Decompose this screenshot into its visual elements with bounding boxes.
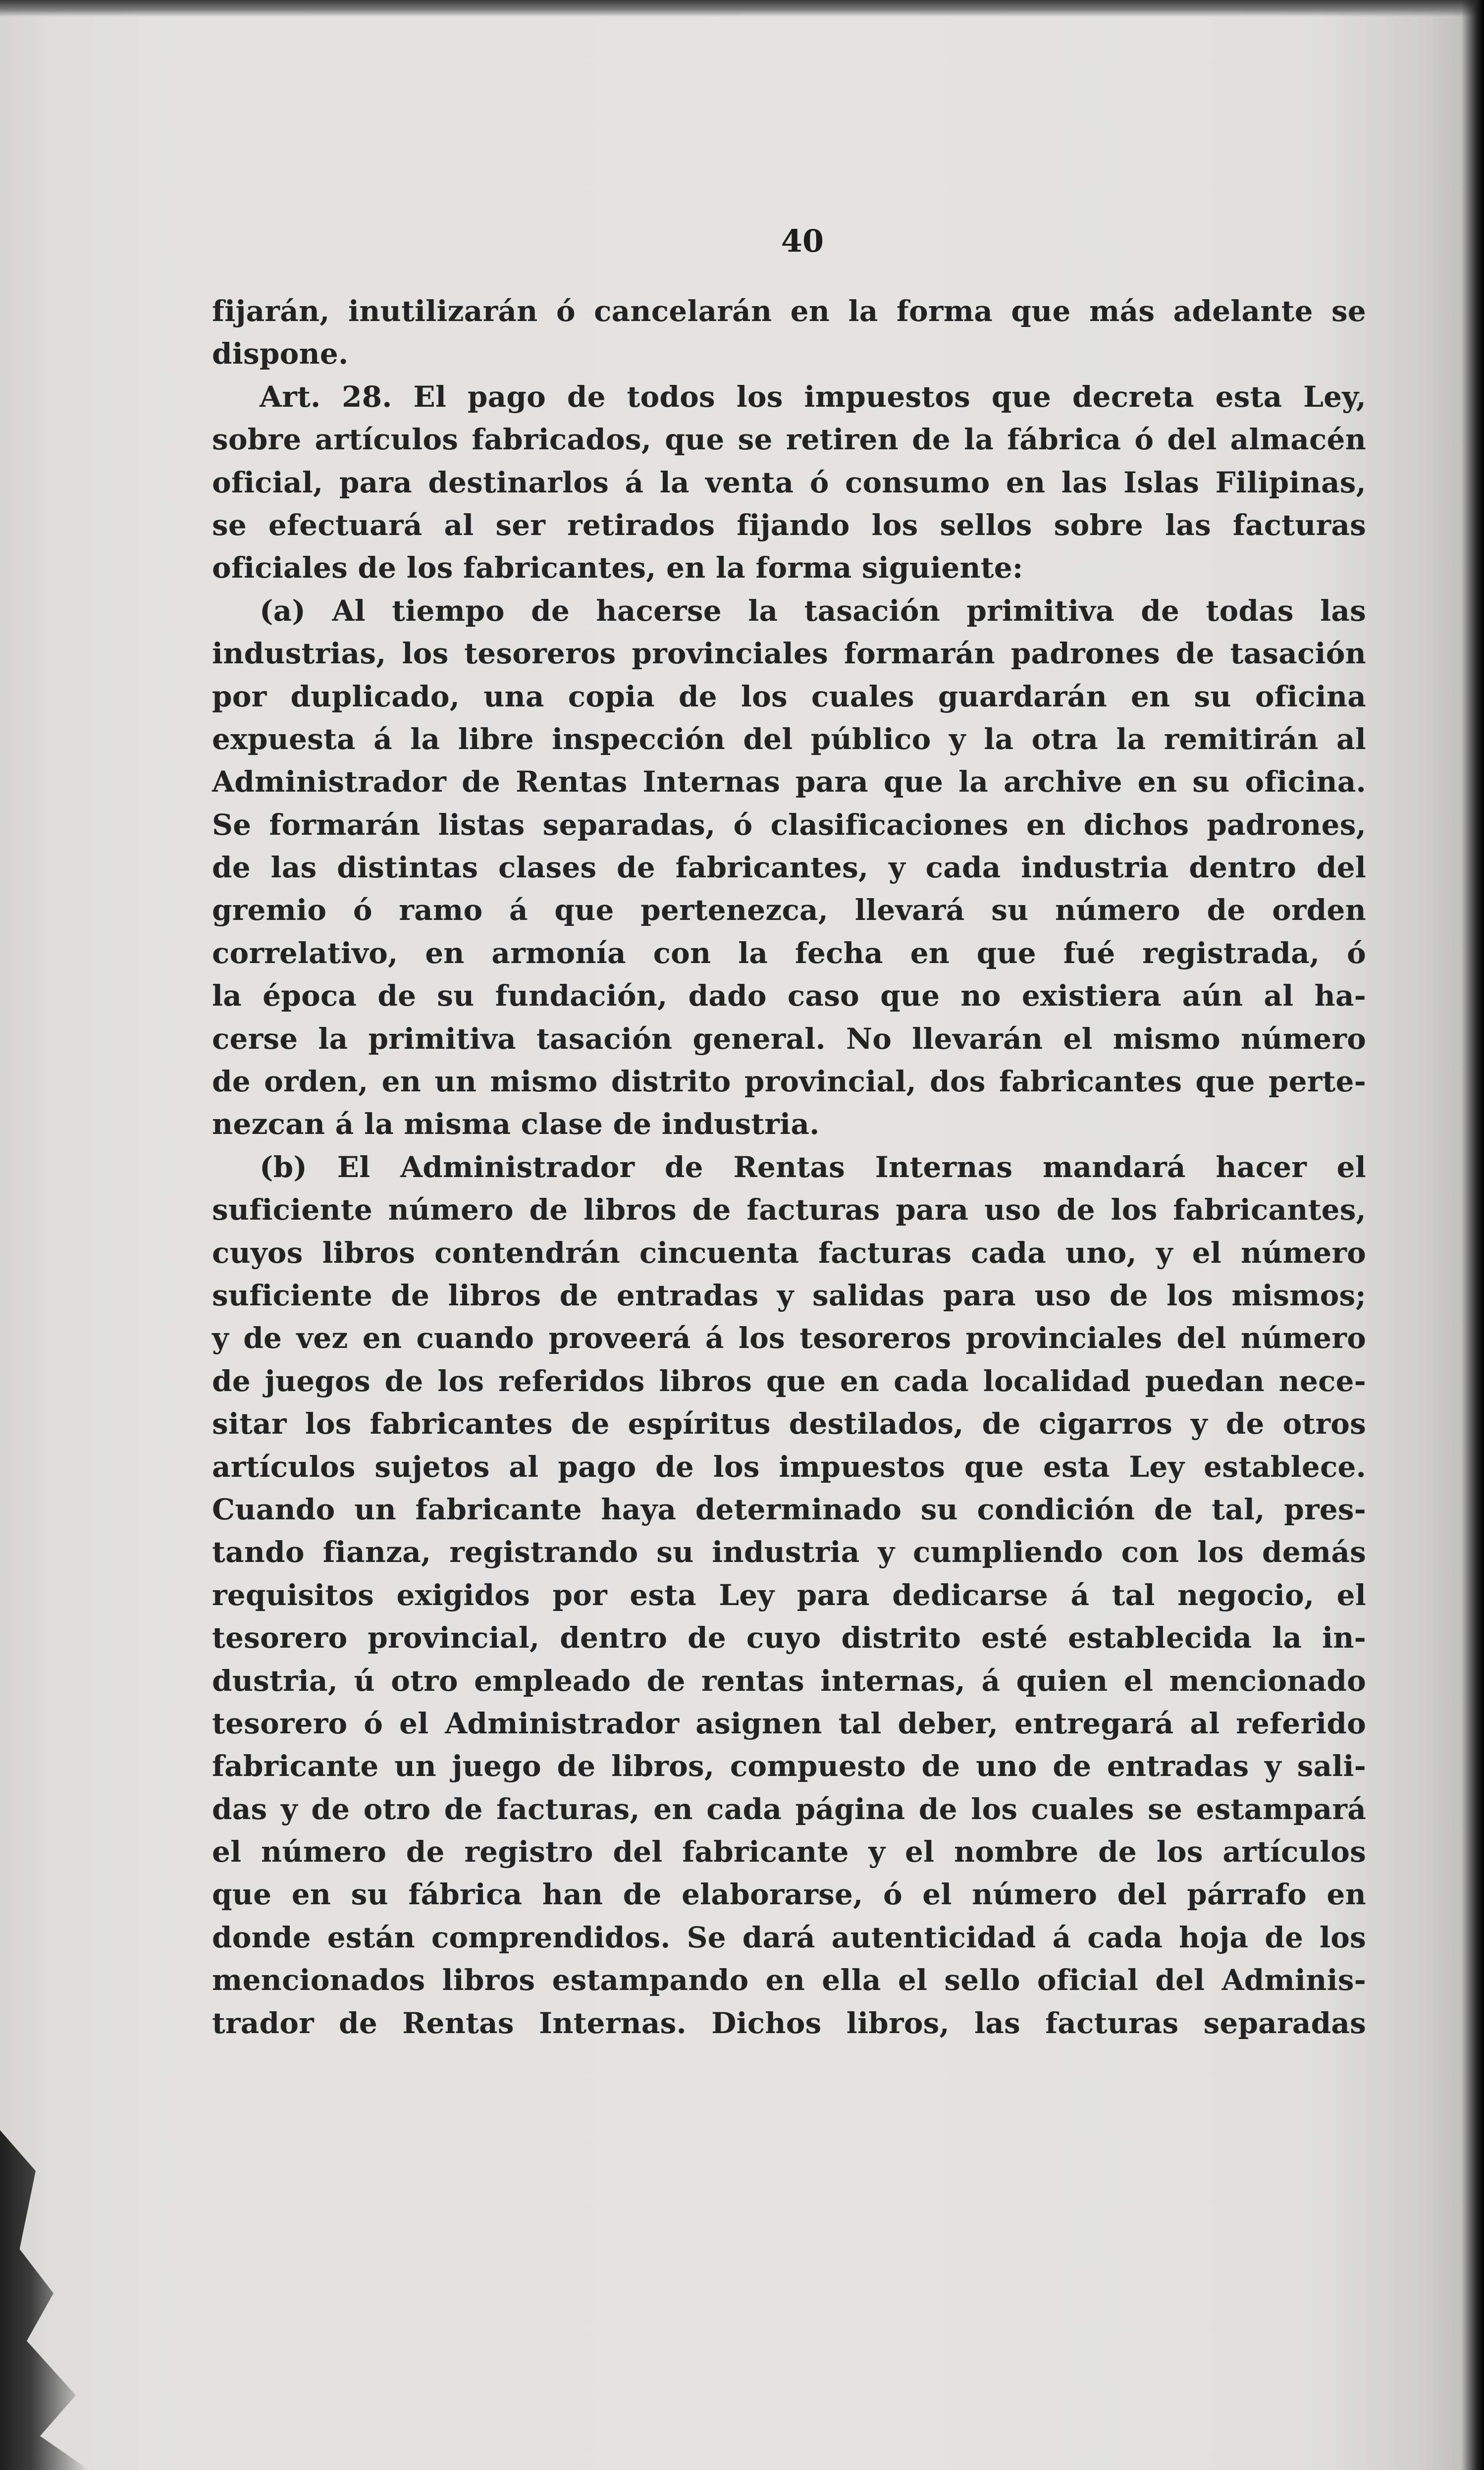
text-line: la época de su fundación, dado caso que no existiera aún al ha- (212, 979, 1366, 1013)
text-line: nezcan á la misma clase de industria. (212, 1107, 820, 1141)
text-line: de juegos de los referidos libros que en cada localidad puedan nece- (212, 1364, 1366, 1398)
text-line: Administrador de Rentas Internas para que la archive en su oficina. (212, 765, 1366, 799)
text-line: expuesta á la libre inspección del público y la otra la remitirán al (212, 722, 1366, 756)
body-text (212, 290, 1366, 2044)
text-line: tesorero ó el Administrador asignen tal deber, entregará al referido (212, 1706, 1366, 1740)
text-line: dispone. (212, 337, 349, 371)
text-line: (a) Al tiempo de hacerse la tasación primitiva de todas las (260, 593, 1366, 628)
text-line: cuyos libros contendrán cincuenta facturas cada uno, y el número (212, 1235, 1366, 1270)
text-line: fijarán, inutilizarán ó cancelarán en la forma que más adelante se (212, 294, 1366, 328)
text-line: el número de registro del fabricante y el nombre de los artículos (212, 1835, 1366, 1869)
text-line: se efectuará al ser retirados fijando los sellos sobre las facturas (212, 508, 1366, 542)
text-line: suficiente número de libros de facturas para uso de los fabricantes, (212, 1193, 1366, 1227)
text-line: fabricante un juego de libros, compuesto de uno de entradas y sali- (212, 1749, 1366, 1783)
text-line: das y de otro de facturas, en cada página de los cuales se estampará (212, 1792, 1366, 1826)
text-line: industrias, los tesoreros provinciales formarán padrones de tasación (212, 637, 1366, 671)
page-number: 40 (781, 223, 824, 259)
text-line: Art. 28. El pago de todos los impuestos que decreta esta Ley, (260, 379, 1366, 414)
text-line: oficial, para destinarlos á la venta ó consumo en las Islas Filipinas, (212, 465, 1366, 499)
text-line: requisitos exigidos por esta Ley para dedicarse á tal negocio, el (212, 1578, 1366, 1612)
text-line: oficiales de los fabricantes, en la forma siguiente: (212, 551, 1023, 585)
page-torn-edge (0, 2130, 89, 2470)
text-line: gremio ó ramo á que pertenezca, llevará su número de orden (212, 893, 1366, 927)
text-line: Cuando un fabricante haya determinado su condición de tal, pres- (212, 1492, 1366, 1526)
text-line: sobre artículos fabricados, que se retiren de la fábrica ó del almacén (212, 423, 1366, 457)
text-line: que en su fábrica han de elaborarse, ó el número del párrafo en (212, 1878, 1366, 1912)
text-line: por duplicado, una copia de los cuales guardarán en su oficina (212, 679, 1366, 713)
text-line: trador de Rentas Internas. Dichos libros, las facturas separadas (212, 2006, 1366, 2040)
text-line: mencionados libros estampando en ella el sello oficial del Adminis- (212, 1963, 1366, 1997)
text-line: donde están comprendidos. Se dará autenticidad á cada hoja de los (212, 1920, 1366, 1954)
text-line: tando fianza, registrando su industria y cumpliendo con los demás (212, 1535, 1366, 1569)
text-line: Se formarán listas separadas, ó clasificaciones en dichos padrones, (212, 807, 1366, 842)
text-line: cerse la primitiva tasación general. No llevarán el mismo número (212, 1021, 1366, 1056)
text-line: dustria, ú otro empleado de rentas internas, á quien el mencionado (212, 1664, 1366, 1698)
text-line: de orden, en un mismo distrito provincial, dos fabricantes que perte- (212, 1065, 1366, 1099)
text-line: correlativo, en armonía con la fecha en que fué registrada, ó (212, 936, 1366, 970)
text-line: artículos sujetos al pago de los impuestos que esta Ley establece. (212, 1450, 1366, 1484)
text-line: sitar los fabricantes de espíritus destilados, de cigarros y de otros (212, 1407, 1366, 1441)
text-line: de las distintas clases de fabricantes, y cada industria dentro del (212, 851, 1366, 885)
page-top-shadow (0, 0, 1484, 17)
page-right-shadow (1461, 0, 1484, 2470)
text-line: y de vez en cuando proveerá á los tesoreros provinciales del número (212, 1321, 1366, 1355)
text-line: tesorero provincial, dentro de cuyo distrito esté establecida la in- (212, 1621, 1366, 1655)
text-line: suficiente de libros de entradas y salidas para uso de los mismos; (212, 1278, 1366, 1312)
text-line: (b) El Administrador de Rentas Internas mandará hacer el (260, 1150, 1366, 1184)
